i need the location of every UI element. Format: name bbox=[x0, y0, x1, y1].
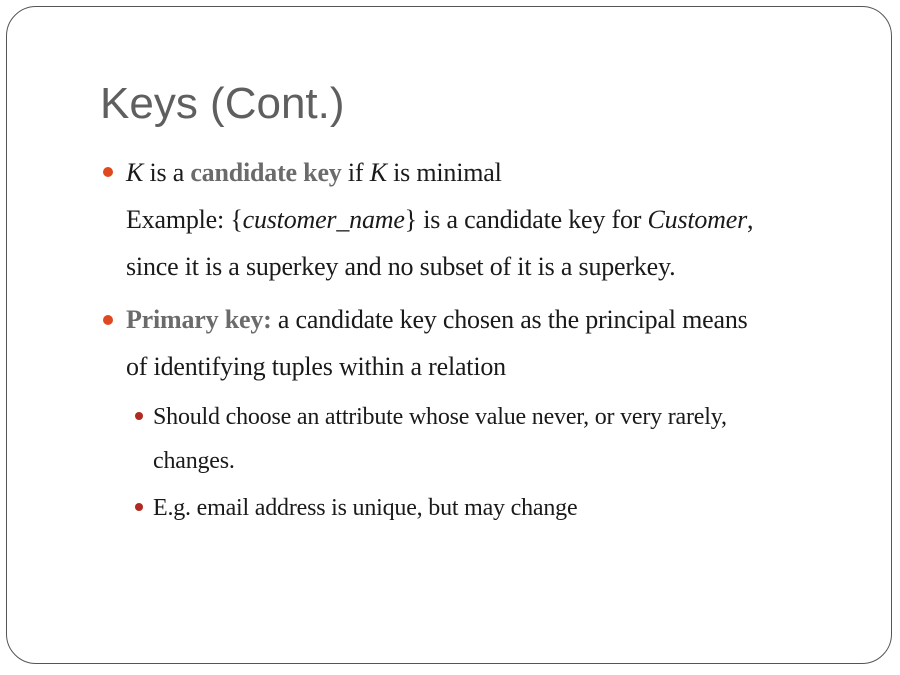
sub-bullet-icon bbox=[135, 412, 143, 420]
sub-bullet-icon bbox=[135, 503, 143, 511]
bullet-icon bbox=[103, 167, 113, 177]
relation-name: Customer bbox=[647, 205, 748, 234]
text: a candidate key chosen as the principal means bbox=[271, 305, 748, 334]
text: , bbox=[747, 205, 754, 234]
sub-bullet-1-line-2: changes. bbox=[153, 448, 235, 474]
var-k: K bbox=[126, 158, 144, 187]
text: } is a candidate key for bbox=[404, 205, 648, 234]
sub-bullet-2-line-1: E.g. email address is unique, but may change bbox=[153, 495, 578, 521]
text: is minimal bbox=[386, 158, 502, 187]
attribute-name: customer_name bbox=[242, 205, 405, 234]
bullet-1-line-1 bbox=[126, 158, 502, 188]
text: Example: { bbox=[126, 205, 243, 234]
term-primary-key: Primary key: bbox=[126, 305, 272, 334]
bullet-2-line-2: of identifying tuples within a relation bbox=[126, 352, 506, 381]
term-candidate-key: candidate key bbox=[190, 158, 342, 187]
sub-bullet-1-line-1: Should choose an attribute whose value never, or very rarely, bbox=[153, 404, 727, 430]
text: if bbox=[341, 158, 370, 187]
bullet-1-line-3: since it is a superkey and no subset of it is a superkey. bbox=[126, 252, 676, 281]
bullet-2-line-1 bbox=[126, 305, 748, 335]
text: is a bbox=[143, 158, 191, 187]
slide-title: Keys (Cont.) bbox=[100, 79, 345, 128]
bullet-icon bbox=[103, 315, 113, 325]
bullet-1-line-2 bbox=[126, 205, 753, 235]
var-k: K bbox=[369, 158, 387, 187]
